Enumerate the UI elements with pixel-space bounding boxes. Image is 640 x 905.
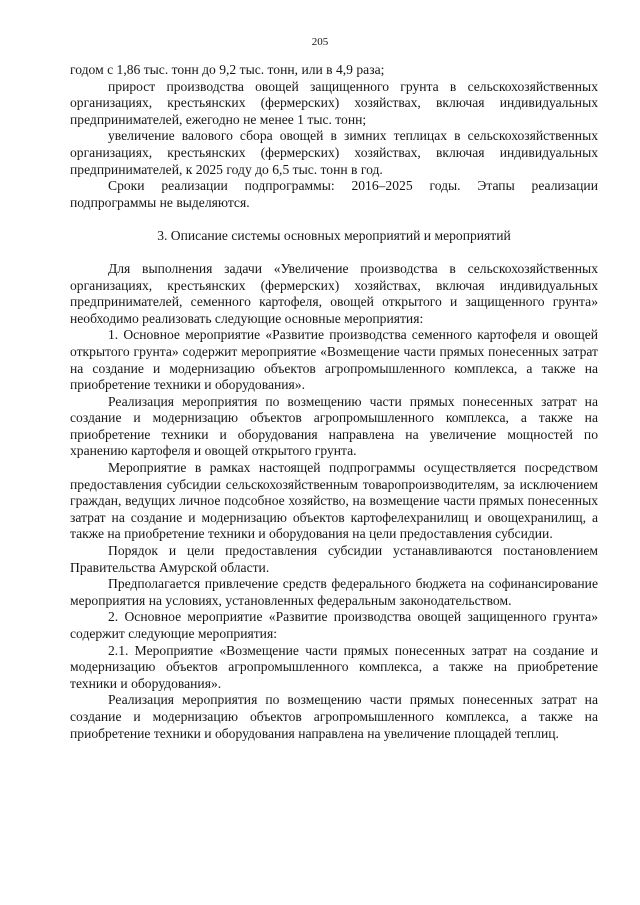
- paragraph-text: Порядок и цели предоставления субсидии устанавливаются постановлением Правительства Амурской области.: [70, 543, 598, 575]
- paragraph-text: годом с 1,86 тыс. тонн до 9,2 тыс. тонн, или в 4,9 раза;: [70, 62, 385, 77]
- paragraph-text: Предполагается привлечение средств федерального бюджета на софинансирование мероприятия на условиях, установленных федеральным законодательством.: [70, 576, 598, 608]
- document-body: [70, 62, 598, 742]
- paragraph-text: 1. Основное мероприятие «Развитие производства семенного картофеля и овощей открытого грунта» содержит мероприятие «Возмещение части прямых понесенных затрат на создание и модернизацию объектов агропромышленного комплекса, а также на приобретение техники и оборудования».: [70, 327, 598, 393]
- page-number: 205: [311, 36, 329, 48]
- paragraph-text: Реализация мероприятия по возмещению части прямых понесенных затрат на создание и модернизацию объектов агропромышленного комплекса, а также на приобретение техники и оборудования направлена на увеличение мощностей по хранению картофеля и овощей открытого грунта.: [70, 393, 598, 459]
- section-heading: 3. Описание системы основных мероприятий и мероприятий: [157, 228, 511, 244]
- paragraph-text: прирост производства овощей защищенного грунта в сельскохозяйственных организациях, крестьянских (фермерских) хозяйствах, включая индивидуальных предпринимателей, ежегодно не менее 1 тыс. тонн;: [70, 78, 598, 127]
- paragraph-text: Реализация мероприятия по возмещению части прямых понесенных затрат на создание и модернизацию объектов агропромышленного комплекса, а также на приобретение техники и оборудования направлена на увеличение площадей теплиц.: [70, 692, 598, 741]
- paragraph-text: увеличение валового сбора овощей в зимних теплицах в сельскохозяйственных организациях, крестьянских (фермерских) хозяйствах, включая индивидуальных предпринимателей, к 2025 году до 6,5 тыс. тонн в год.: [70, 128, 598, 177]
- paragraph-text: Для выполнения задачи «Увеличение производства в сельскохозяйственных организациях, крестьянских (фермерских) хозяйствах, включая индивидуальных предпринимателей, семенного картофеля, овощей открытого и защищенного грунта» необходимо реализовать следующие основные мероприятия:: [70, 260, 598, 326]
- paragraph-text: 2. Основное мероприятие «Развитие производства овощей защищенного грунта» содержит следующие мероприятия:: [70, 609, 598, 641]
- paragraph-text: Сроки реализации подпрограммы: 2016–2025 годы. Этапы реализации подпрограммы не выделяются.: [70, 178, 598, 210]
- paragraph-text: Мероприятие в рамках настоящей подпрограммы осуществляется посредством предоставления субсидии сельскохозяйственным товаропроизводителям, за исключением граждан, ведущих личное подсобное хозяйство, на возмещение части прямых понесенных затрат на создание и модернизацию объектов картофелехранилищ и овощехранилищ, а также на приобретение техники и оборудования на цели предоставления субсидии.: [70, 460, 598, 542]
- paragraph-text: 2.1. Мероприятие «Возмещение части прямых понесенных затрат на создание и модернизацию объектов агропромышленного комплекса, а также на приобретение техники и оборудования».: [70, 642, 598, 691]
